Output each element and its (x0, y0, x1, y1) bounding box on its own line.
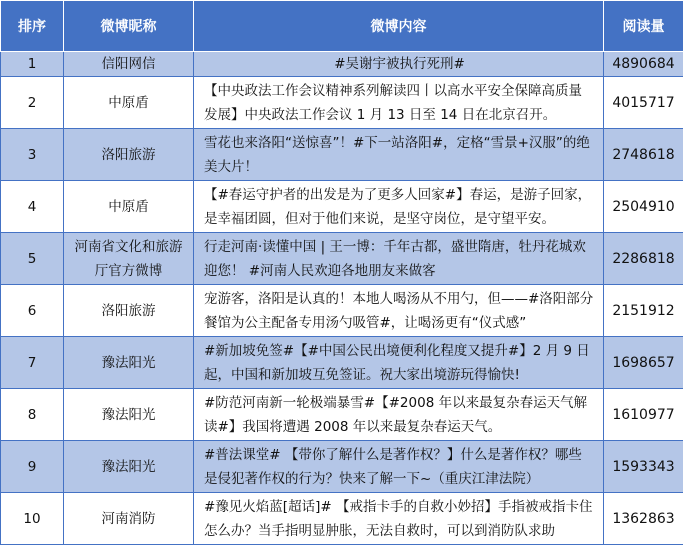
table-row (1, 129, 683, 181)
header-reads: 阅读量 (604, 1, 683, 52)
header-name: 微博昵称 (64, 1, 194, 52)
rank-cell: 8 (1, 389, 64, 441)
reads-cell: 4015717 (604, 77, 683, 129)
table-row (1, 389, 683, 441)
name-cell: 豫法阳光 (64, 337, 194, 389)
content-cell: 宠游客，洛阳是认真的！本地人喝汤从不用勺，但——#洛阳部分餐馆为公主配备专用汤勺吸管#，让喝汤更有“仪式感” (194, 285, 604, 337)
name-cell: 豫法阳光 (64, 389, 194, 441)
reads-cell: 2286818 (604, 233, 683, 285)
reads-cell: 1362863 (604, 493, 683, 545)
content-cell: 【#春运守护者的出发是为了更多人回家#】春运，是游子回家，是幸福团圆，但对于他们来说，是坚守岗位，是守望平安。 (194, 181, 604, 233)
table-row (1, 285, 683, 337)
content-cell: 行走河南·读懂中国 | 王一博：千年古都，盛世隋唐，牡丹花城欢迎您！ #河南人民欢迎各地朋友来做客 (194, 233, 604, 285)
name-cell: 河南消防 (64, 493, 194, 545)
rank-cell: 2 (1, 77, 64, 129)
rank-cell: 10 (1, 493, 64, 545)
table-row (1, 181, 683, 233)
rank-cell: 4 (1, 181, 64, 233)
content-cell: #普法课堂# 【带你了解什么是著作权？】什么是著作权？哪些是侵犯著作权的行为？快来了解一下~（重庆江津法院） (194, 441, 604, 493)
header-content: 微博内容 (194, 1, 604, 52)
rank-cell: 7 (1, 337, 64, 389)
name-cell: 洛阳旅游 (64, 285, 194, 337)
name-cell: 洛阳旅游 (64, 129, 194, 181)
reads-cell: 1610977 (604, 389, 683, 441)
table-row (1, 52, 683, 77)
table-row (1, 337, 683, 389)
name-cell: 河南省文化和旅游厅官方微博 (64, 233, 194, 285)
reads-cell: 1698657 (604, 337, 683, 389)
table-row (1, 233, 683, 285)
reads-cell: 2748618 (604, 129, 683, 181)
reads-cell: 2504910 (604, 181, 683, 233)
table-row (1, 77, 683, 129)
content-cell: 【中央政法工作会议精神系列解读四丨以高水平安全保障高质量发展】中央政法工作会议 1 月 13 日至 14 日在北京召开。 (194, 77, 604, 129)
reads-cell: 2151912 (604, 285, 683, 337)
content-cell: 雪花也来洛阳“送惊喜”！#下一站洛阳#，定格“雪景+汉服”的绝美大片！ (194, 129, 604, 181)
name-cell: 中原盾 (64, 77, 194, 129)
reads-cell: 4890684 (604, 52, 683, 77)
rank-cell: 3 (1, 129, 64, 181)
rank-cell: 6 (1, 285, 64, 337)
name-cell: 中原盾 (64, 181, 194, 233)
name-cell: 信阳网信 (64, 52, 194, 77)
table-header-row (1, 1, 683, 52)
table-row (1, 441, 683, 493)
header-rank: 排序 (1, 1, 64, 52)
content-cell: #豫见火焰蓝[超话]# 【戒指卡手的自救小妙招】手指被戒指卡住怎么办？当手指明显肿胀，无法自救时，可以到消防队求助 (194, 493, 604, 545)
table-row (1, 493, 683, 545)
rank-cell: 9 (1, 441, 64, 493)
content-cell: #防范河南新一轮极端暴雪#【#2008 年以来最复杂春运天气解读#】我国将遭遇 2008 年以来最复杂春运天气。 (194, 389, 604, 441)
content-cell: #新加坡免签#【#中国公民出境便利化程度又提升#】2 月 9 日起，中国和新加坡互免签证。祝大家出境游玩得愉快! (194, 337, 604, 389)
content-cell: #吴谢宇被执行死刑# (194, 52, 604, 77)
rank-cell: 5 (1, 233, 64, 285)
name-cell: 豫法阳光 (64, 441, 194, 493)
rank-cell: 1 (1, 52, 64, 77)
reads-cell: 1593343 (604, 441, 683, 493)
